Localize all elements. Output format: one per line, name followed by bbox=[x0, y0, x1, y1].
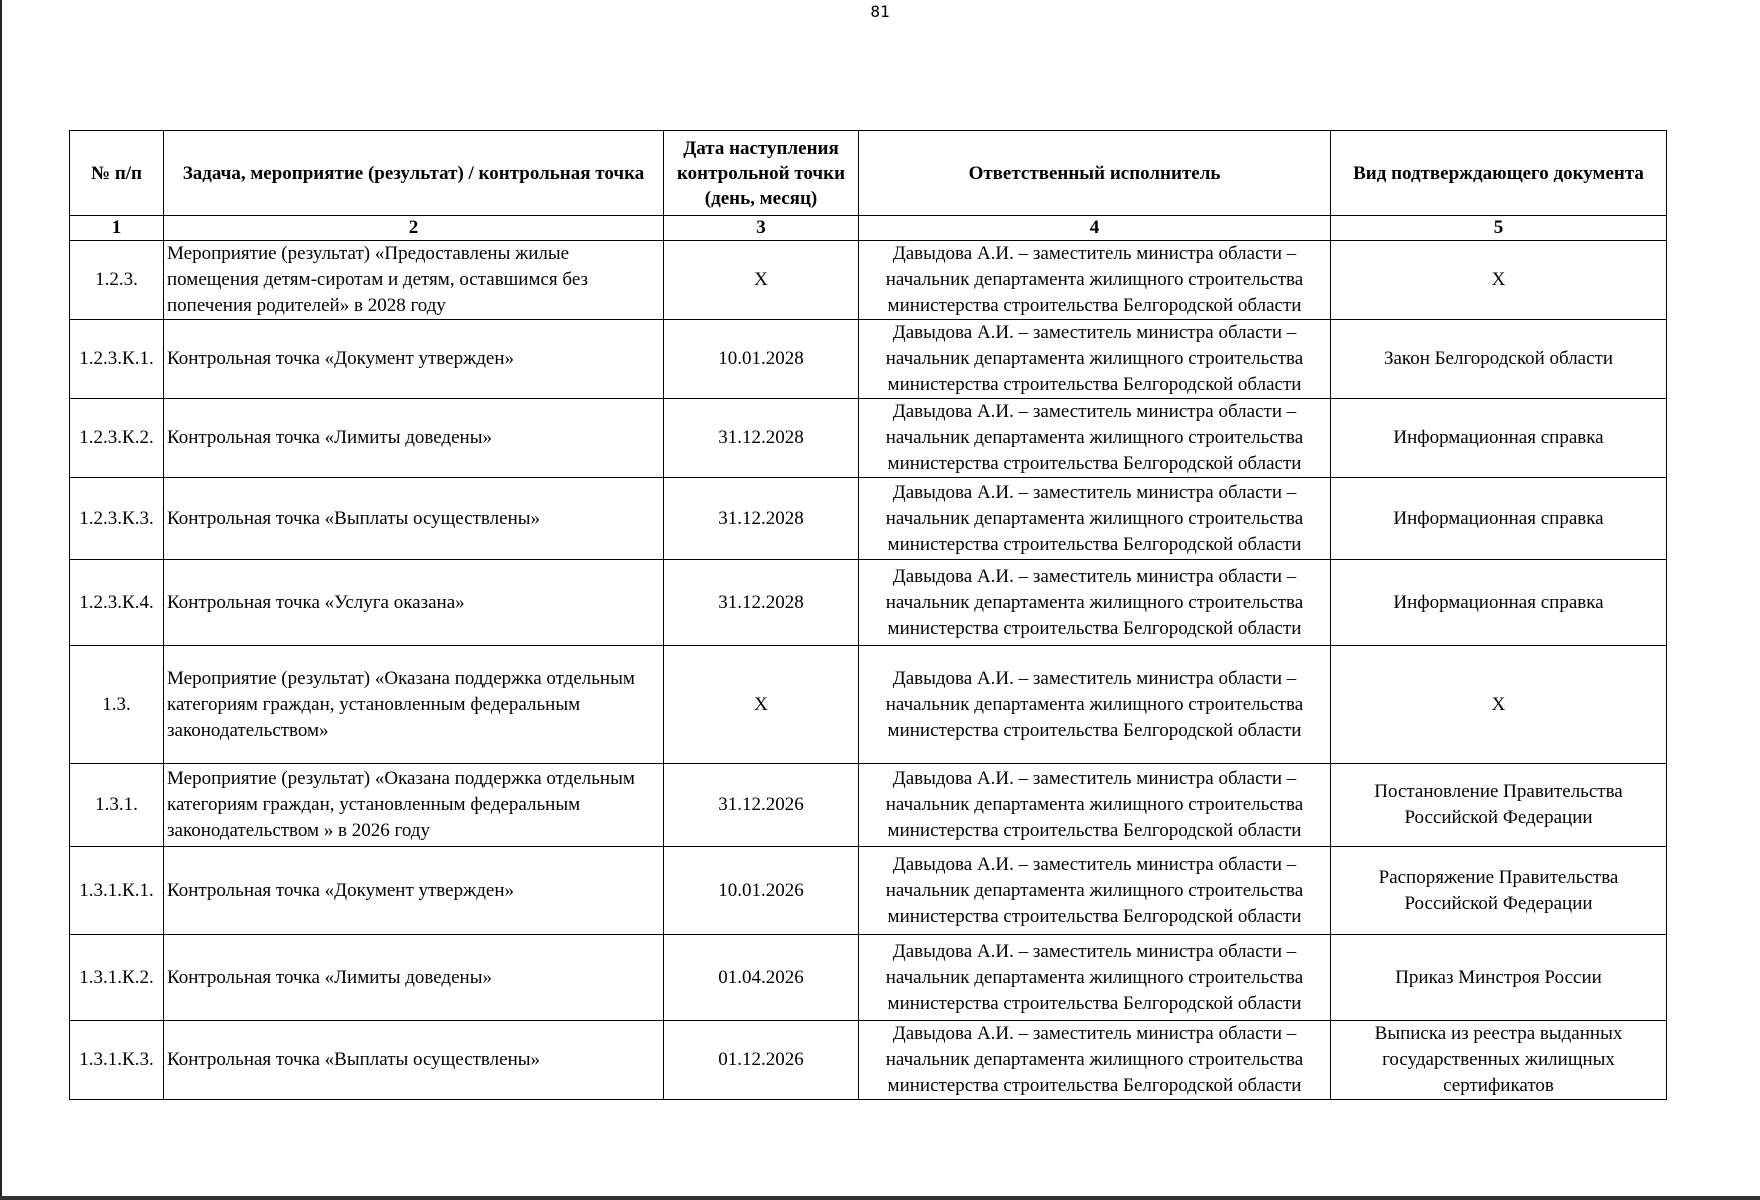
row-number: 1.3.1.К.1. bbox=[70, 847, 164, 935]
table-header-row bbox=[70, 131, 1667, 216]
row-responsible: Давыдова А.И. – заместитель министра области – начальник департамента жилищного строительства министерства строительства Белгородской области bbox=[859, 399, 1331, 478]
column-number: 5 bbox=[1331, 216, 1667, 241]
row-number: 1.2.3.К.4. bbox=[70, 560, 164, 646]
row-number: 1.2.3.К.2. bbox=[70, 399, 164, 478]
header-task: Задача, мероприятие (результат) / контрольная точка bbox=[164, 131, 664, 216]
row-number: 1.3.1.К.3. bbox=[70, 1021, 164, 1100]
table-row bbox=[70, 847, 1667, 935]
table-row bbox=[70, 1021, 1667, 1100]
row-responsible: Давыдова А.И. – заместитель министра области – начальник департамента жилищного строительства министерства строительства Белгородской области bbox=[859, 241, 1331, 320]
row-responsible: Давыдова А.И. – заместитель министра области – начальник департамента жилищного строительства министерства строительства Белгородской области bbox=[859, 646, 1331, 764]
row-responsible: Давыдова А.И. – заместитель министра области – начальник департамента жилищного строительства министерства строительства Белгородской области bbox=[859, 847, 1331, 935]
row-task: Мероприятие (результат) «Оказана поддержка отдельным категориям граждан, установленным федеральным законодательством» bbox=[164, 646, 664, 764]
row-date: 31.12.2028 bbox=[664, 478, 859, 560]
row-task: Контрольная точка «Выплаты осуществлены» bbox=[164, 1021, 664, 1100]
row-document: Информационная справка bbox=[1331, 478, 1667, 560]
column-number: 2 bbox=[164, 216, 664, 241]
row-document: Информационная справка bbox=[1331, 560, 1667, 646]
row-date: 01.04.2026 bbox=[664, 935, 859, 1021]
row-number: 1.3.1.К.2. bbox=[70, 935, 164, 1021]
row-responsible: Давыдова А.И. – заместитель министра области – начальник департамента жилищного строительства министерства строительства Белгородской области bbox=[859, 320, 1331, 399]
row-date: Х bbox=[664, 241, 859, 320]
row-number: 1.2.3. bbox=[70, 241, 164, 320]
table-row bbox=[70, 478, 1667, 560]
row-document: Распоряжение Правительства Российской Федерации bbox=[1331, 847, 1667, 935]
row-document: Постановление Правительства Российской Федерации bbox=[1331, 764, 1667, 847]
table-row bbox=[70, 320, 1667, 399]
scan-edge-bottom bbox=[0, 1196, 1760, 1200]
row-responsible: Давыдова А.И. – заместитель министра области – начальник департамента жилищного строительства министерства строительства Белгородской области bbox=[859, 1021, 1331, 1100]
row-document: Информационная справка bbox=[1331, 399, 1667, 478]
row-number: 1.3.1. bbox=[70, 764, 164, 847]
row-number: 1.2.3.К.3. bbox=[70, 478, 164, 560]
row-document: Х bbox=[1331, 646, 1667, 764]
control-points-table bbox=[69, 130, 1667, 1100]
row-task: Контрольная точка «Лимиты доведены» bbox=[164, 935, 664, 1021]
row-document: Выписка из реестра выданных государственных жилищных сертификатов bbox=[1331, 1021, 1667, 1100]
table-row bbox=[70, 560, 1667, 646]
row-task: Мероприятие (результат) «Оказана поддержка отдельным категориям граждан, установленным федеральным законодательством » в 2026 году bbox=[164, 764, 664, 847]
header-number: № п/п bbox=[70, 131, 164, 216]
row-date: 31.12.2028 bbox=[664, 560, 859, 646]
table-row bbox=[70, 399, 1667, 478]
row-number: 1.2.3.К.1. bbox=[70, 320, 164, 399]
row-number: 1.3. bbox=[70, 646, 164, 764]
row-document: Х bbox=[1331, 241, 1667, 320]
table-row bbox=[70, 764, 1667, 847]
row-date: 31.12.2026 bbox=[664, 764, 859, 847]
page-number: 81 bbox=[870, 2, 890, 21]
header-responsible: Ответственный исполнитель bbox=[859, 131, 1331, 216]
column-number: 4 bbox=[859, 216, 1331, 241]
row-responsible: Давыдова А.И. – заместитель министра области – начальник департамента жилищного строительства министерства строительства Белгородской области bbox=[859, 935, 1331, 1021]
table-row bbox=[70, 241, 1667, 320]
row-document: Приказ Минстроя России bbox=[1331, 935, 1667, 1021]
row-date: 31.12.2028 bbox=[664, 399, 859, 478]
row-task: Контрольная точка «Документ утвержден» bbox=[164, 847, 664, 935]
row-document: Закон Белгородской области bbox=[1331, 320, 1667, 399]
row-task: Контрольная точка «Выплаты осуществлены» bbox=[164, 478, 664, 560]
row-task: Мероприятие (результат) «Предоставлены жилые помещения детям-сиротам и детям, оставшимся без попечения родителей» в 2028 году bbox=[164, 241, 664, 320]
row-responsible: Давыдова А.И. – заместитель министра области – начальник департамента жилищного строительства министерства строительства Белгородской области bbox=[859, 560, 1331, 646]
table-row bbox=[70, 646, 1667, 764]
row-responsible: Давыдова А.И. – заместитель министра области – начальник департамента жилищного строительства министерства строительства Белгородской области bbox=[859, 478, 1331, 560]
row-responsible: Давыдова А.И. – заместитель министра области – начальник департамента жилищного строительства министерства строительства Белгородской области bbox=[859, 764, 1331, 847]
header-date: Дата наступления контрольной точки (день, месяц) bbox=[664, 131, 859, 216]
header-document: Вид подтверждающего документа bbox=[1331, 131, 1667, 216]
column-numbers-row bbox=[70, 216, 1667, 241]
row-date: 10.01.2028 bbox=[664, 320, 859, 399]
column-number: 3 bbox=[664, 216, 859, 241]
row-date: 01.12.2026 bbox=[664, 1021, 859, 1100]
table-row bbox=[70, 935, 1667, 1021]
row-date: Х bbox=[664, 646, 859, 764]
row-date: 10.01.2026 bbox=[664, 847, 859, 935]
row-task: Контрольная точка «Документ утвержден» bbox=[164, 320, 664, 399]
column-number: 1 bbox=[70, 216, 164, 241]
scan-edge-left bbox=[0, 0, 2, 1200]
row-task: Контрольная точка «Лимиты доведены» bbox=[164, 399, 664, 478]
row-task: Контрольная точка «Услуга оказана» bbox=[164, 560, 664, 646]
